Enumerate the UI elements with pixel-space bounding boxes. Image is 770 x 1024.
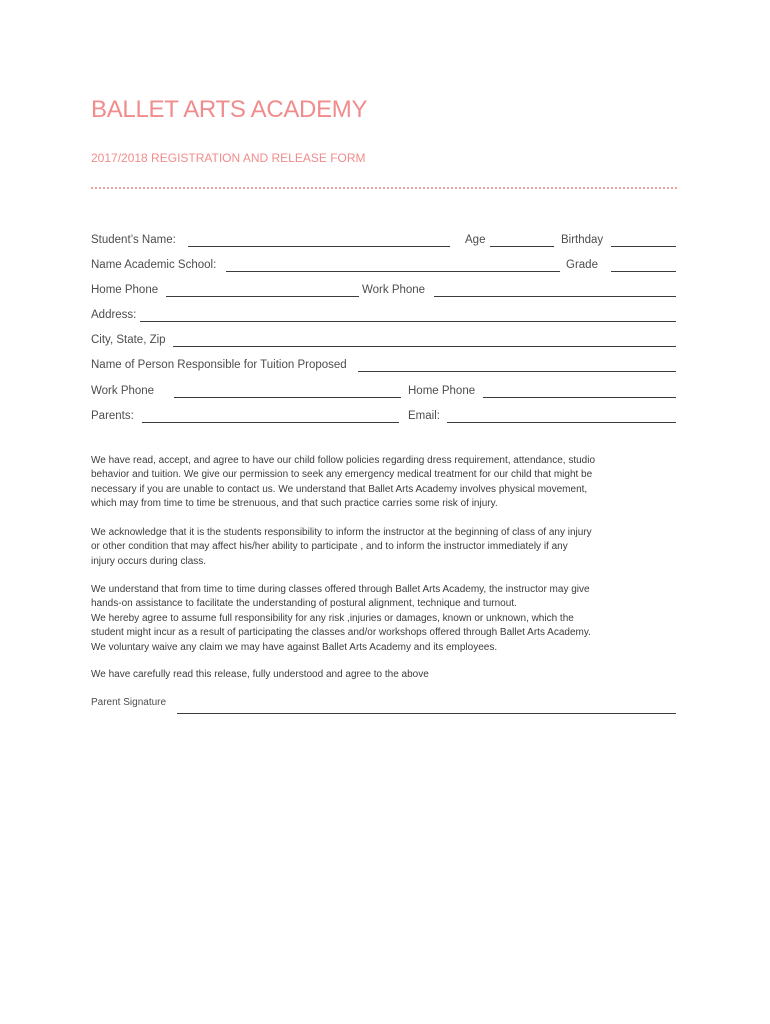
home-phone-label: Home Phone (91, 284, 159, 296)
academic-school-field[interactable] (226, 271, 560, 272)
parents-field[interactable] (142, 422, 399, 423)
birthday-label: Birthday (561, 234, 604, 246)
text-line: We acknowledge that it is the students responsibility to inform the instructor at the beginning of class of any injury (91, 527, 592, 538)
city-state-zip-field[interactable] (173, 346, 676, 347)
tuition-person-label: Name of Person Responsible for Tuition Proposed (91, 359, 347, 371)
policy-paragraph (91, 454, 651, 512)
text-line: We voluntary waive any claim we may have against Ballet Arts Academy and its employees. (91, 641, 498, 653)
agreement-paragraph (91, 668, 651, 682)
academic-school-label: Name Academic School: (91, 259, 217, 271)
home-phone-2-label: Home Phone (408, 385, 476, 397)
parent-signature-field[interactable] (177, 713, 676, 714)
grade-label: Grade (566, 259, 598, 271)
text-line: hands-on assistance to facilitate the understanding of postural alignment, technique and turnout. (91, 598, 517, 610)
text-line: behavior and tuition. We give our permission to seek any emergency medical treatment for our child that might be (91, 469, 593, 481)
work-phone-2-field[interactable] (174, 397, 401, 398)
parents-label: Parents: (91, 410, 134, 422)
email-label: Email: (408, 410, 440, 422)
birthday-field[interactable] (611, 246, 676, 247)
text-line: necessary if you are unable to contact us. We understand that Ballet Arts Academy involves physical movement, (91, 483, 588, 495)
parent-signature-label: Parent Signature (91, 697, 167, 708)
release-paragraph (91, 583, 651, 655)
text-line: injury occurs during class. (91, 555, 207, 567)
city-state-zip-label: City, State, Zip (91, 334, 166, 346)
student-name-label: Student’s Name: (91, 234, 176, 246)
text-line: We have read, accept, and agree to have our child follow policies regarding dress requirement, attendance, studio (91, 455, 596, 466)
text-line: which may from time to time be strenuous, and that such practice carries some risk of injury. (91, 498, 498, 510)
dotted-divider (91, 187, 677, 189)
text-line: student might incur as a result of participating the classes and/or workshops offered through Ballet Arts Academy. (91, 627, 591, 639)
email-field[interactable] (447, 422, 676, 423)
address-field[interactable] (140, 321, 676, 322)
injury-paragraph (91, 526, 651, 569)
tuition-person-field[interactable] (358, 371, 676, 372)
home-phone-2-field[interactable] (483, 397, 676, 398)
student-name-field[interactable] (188, 246, 450, 247)
age-label: Age (465, 234, 486, 246)
work-phone-2-label: Work Phone (91, 385, 155, 397)
text-line: We hereby agree to assume full responsibility for any risk ,injuries or damages, known or unknown, which the (91, 612, 574, 624)
home-phone-field[interactable] (166, 296, 359, 297)
form-subtitle: 2017/2018 REGISTRATION AND RELEASE FORM (91, 151, 366, 165)
grade-field[interactable] (611, 271, 676, 272)
page-title: BALLET ARTS ACADEMY (91, 96, 368, 123)
address-label: Address: (91, 309, 137, 321)
text-line: We have carefully read this release, fully understood and agree to the above (91, 669, 429, 680)
text-line: or other condition that may affect his/her ability to participate , and to inform the instructor immediately if any (91, 541, 568, 553)
text-line: We understand that from time to time during classes offered through Ballet Arts Academy, the instructor may give (91, 584, 590, 595)
work-phone-label: Work Phone (362, 284, 426, 296)
age-field[interactable] (490, 246, 554, 247)
work-phone-field[interactable] (434, 296, 676, 297)
